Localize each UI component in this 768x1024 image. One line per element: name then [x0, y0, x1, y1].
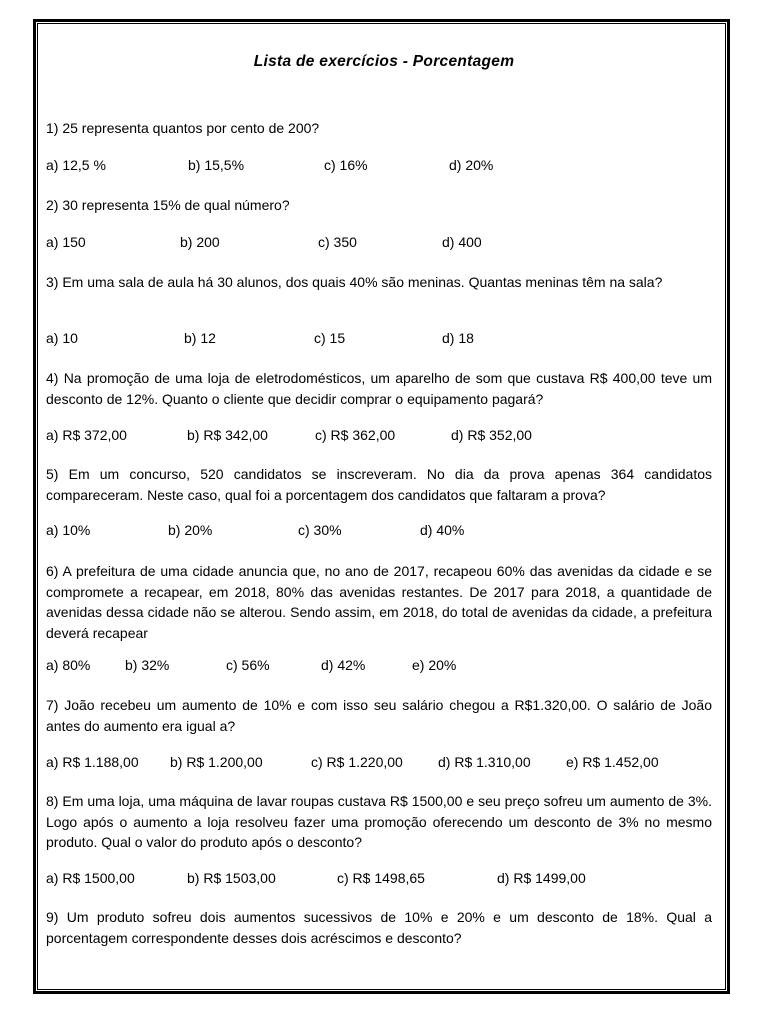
option-5b: b) 20%: [168, 522, 213, 538]
option-4b: b) R$ 342,00: [187, 427, 268, 443]
option-5a: a) 10%: [46, 522, 91, 538]
option-4a: a) R$ 372,00: [46, 427, 127, 443]
options-2: [46, 234, 716, 254]
option-2b: b) 200: [180, 234, 220, 250]
option-3d: d) 18: [442, 330, 474, 346]
option-6c: c) 56%: [226, 657, 270, 673]
option-7a: a) R$ 1.188,00: [46, 754, 139, 770]
option-4d: d) R$ 352,00: [451, 427, 532, 443]
option-7e: e) R$ 1.452,00: [566, 754, 659, 770]
option-5c: c) 30%: [298, 522, 342, 538]
option-3a: a) 10: [46, 330, 78, 346]
option-1a: a) 12,5 %: [46, 157, 106, 173]
option-8b: b) R$ 1503,00: [187, 870, 276, 886]
question-5: 5) Em um concurso, 520 candidatos se inscreveram. No dia da prova apenas 364 candidatos compareceram. Neste caso, qual foi a porcentagem dos candidatos que faltaram a prova?: [46, 466, 712, 503]
option-3c: c) 15: [314, 330, 346, 346]
options-7: [46, 754, 716, 774]
option-2c: c) 350: [318, 234, 357, 250]
question-9: 9) Um produto sofreu dois aumentos sucessivos de 10% e 20% e um desconto de 18%. Qual a porcentagem correspondente desses dois acréscimos e desconto?: [46, 909, 712, 946]
options-5: [46, 522, 716, 542]
option-5d: d) 40%: [420, 522, 465, 538]
options-3: [46, 330, 716, 350]
option-1c: c) 16%: [324, 157, 368, 173]
question-8: 8) Em uma loja, uma máquina de lavar roupas custava R$ 1500,00 e seu preço sofreu um aumento de 3%. Logo após o aumento a loja resolveu fazer uma promoção oferecendo um desconto de 3% no mesmo produto. Qual o valor do produto após o desconto?: [46, 793, 712, 850]
option-1b: b) 15,5%: [188, 157, 245, 173]
option-2a: a) 150: [46, 234, 86, 250]
option-1d: d) 20%: [449, 157, 494, 173]
options-8: [46, 870, 716, 890]
option-6a: a) 80%: [46, 657, 91, 673]
option-8c: c) R$ 1498,65: [337, 870, 425, 886]
option-8d: d) R$ 1499,00: [497, 870, 586, 886]
option-7b: b) R$ 1.200,00: [170, 754, 263, 770]
question-7: 7) João recebeu um aumento de 10% e com isso seu salário chegou a R$1.320,00. O salário de João antes do aumento era igual a?: [46, 697, 712, 734]
page-title: Lista de exercícios - Porcentagem: [253, 53, 515, 70]
option-7c: c) R$ 1.220,00: [311, 754, 403, 770]
option-4c: c) R$ 362,00: [315, 427, 396, 443]
options-1: [46, 157, 716, 177]
option-6d: d) 42%: [321, 657, 366, 673]
question-6: 6) A prefeitura de uma cidade anuncia que, no ano de 2017, recapeou 60% das avenidas da cidade e se compromete a recapear, em 2018, 80% das avenidas restantes. De 2017 para 2018, a quantidade de avenidas dessa cidade não se alterou. Sendo assim, em 2018, do total de avenidas da cidade, a prefeitura deverá recapear: [46, 563, 712, 641]
options-4: [46, 427, 716, 447]
question-1: 1) 25 representa quantos por cento de 200?: [46, 120, 320, 136]
option-7d: d) R$ 1.310,00: [438, 754, 531, 770]
option-2d: d) 400: [442, 234, 482, 250]
options-6: [46, 657, 716, 677]
option-3b: b) 12: [184, 330, 216, 346]
option-6b: b) 32%: [125, 657, 170, 673]
question-2: 2) 30 representa 15% de qual número?: [46, 197, 290, 213]
option-8a: a) R$ 1500,00: [46, 870, 135, 886]
option-6e: e) 20%: [412, 657, 457, 673]
question-3: 3) Em uma sala de aula há 30 alunos, dos quais 40% são meninas. Quantas meninas têm na sala?: [46, 274, 663, 290]
question-4: 4) Na promoção de uma loja de eletrodomésticos, um aparelho de som que custava R$ 400,00 teve um desconto de 12%. Quanto o cliente que decidir comprar o equipamento pagará?: [46, 370, 712, 407]
